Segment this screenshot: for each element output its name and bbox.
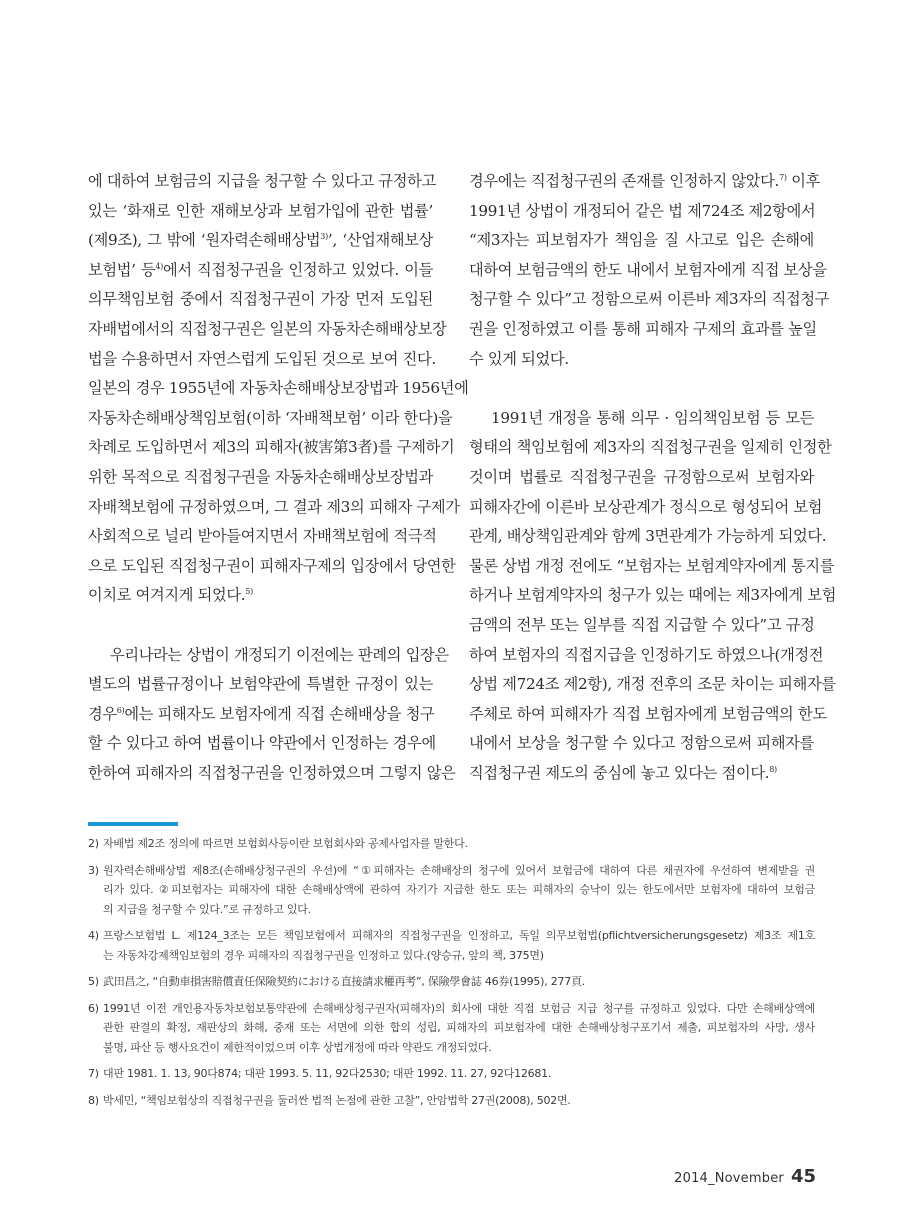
page-number: 45 <box>790 1166 816 1187</box>
body-text-line: 별도의 법률규정이나 보험약관에 특별한 규정이 있는 <box>88 675 433 694</box>
body-text-line: 자배법에서의 직접청구권은 일본의 자동차손해배상보장 <box>88 319 447 338</box>
paragraph-gap <box>469 374 814 404</box>
body-text-line: 대하여 보험금액의 한도 내에서 보험자에게 직접 보상을 <box>469 260 827 279</box>
body-text-line: 의무책임보험 중에서 직접청구권이 가장 먼저 도입된 <box>88 290 433 309</box>
footnote-number: 7) <box>88 1067 99 1080</box>
body-text-line: 경우$^{6)}$에는 피해자도 보험자에게 직접 손해배상을 청구 <box>88 704 435 723</box>
body-text-line: 수 있게 되었다. <box>469 349 569 368</box>
body-text-line: “제3자는 피보험자가 책임을 질 사고로 입은 손해에 <box>469 231 814 250</box>
footnote <box>88 926 815 965</box>
footnote-line: 는 자동차강제책임보험의 경우 피해자의 직접청구권을 인정하고 있다.(양승규, 앞의 책, 375면) <box>103 948 544 962</box>
body-text-line: 피해자간에 이른바 보상관계가 정식으로 형성되어 보험 <box>469 497 823 516</box>
footnote-number: 4) <box>88 929 99 942</box>
footnote-divider <box>88 822 178 826</box>
body-text-line: 차례로 도입하면서 제3의 피해자(被害第3者)를 구제하기 <box>88 438 455 457</box>
footnote-line: 프랑스보험법 L. 제124_3조는 모든 책임보험에서 피해자의 직접청구권을 인정하고, 독일 의무보험법(pflichtversicherungsgesetz) 제3조 제1호 <box>103 929 815 942</box>
body-text-line: 것이며 법률로 직접청구권을 규정함으로써 보험자와 <box>469 467 814 486</box>
body-text-line: 권을 인정하였고 이를 통해 피해자 구제의 효과를 높일 <box>469 319 817 338</box>
body-text-line: 으로 도입된 직접청구권이 피해자구제의 입장에서 당연한 <box>88 556 456 575</box>
body-text-line: 청구할 수 있다”고 정함으로써 이른바 제3자의 직접청구 <box>469 290 830 309</box>
footnote-line: 대판 1981. 1. 13, 90다874; 대판 1993. 5. 11, 92다2530; 대판 1992. 11. 27, 92다12681. <box>103 1067 552 1080</box>
body-text-line: 한하여 피해자의 직접청구권을 인정하였으며 그렇지 않은 <box>88 763 456 782</box>
body-text-line: 물론 상법 개정 전에도 “보험자는 보험계약자에게 통지를 <box>469 556 835 575</box>
footnote-number: 6) <box>88 1001 99 1015</box>
body-text-line: 금액의 전부 또는 일부를 직접 지급할 수 있다”고 규정 <box>469 615 815 634</box>
body-text-line: 주체로 하여 피해자가 직접 보험자에게 보험금액의 한도 <box>469 704 827 723</box>
page-footer <box>674 1166 816 1187</box>
footnote-line: 리가 있다. ②피보험자는 피해자에 대한 손해배상액에 관하여 자기가 지급한 한도 또는 피해자의 승낙이 있는 한도에서만 보험자에 대하여 보험금 <box>103 883 815 896</box>
body-text-line: 자배책보험에 규정하였으며, 그 결과 제3의 피해자 구제가 <box>88 497 460 516</box>
body-text-line: 일본의 경우 1955년에 자동차손해배상보장법과 1956년에 <box>88 379 469 398</box>
body-text-line: 위한 목적으로 직접청구권을 자동차손해배상보장법과 <box>88 467 433 486</box>
footnote-number: 3) <box>88 863 99 877</box>
body-text-line: 사회적으로 널리 받아들여지면서 자배책보험에 적극적 <box>88 527 437 546</box>
body-text-line: 자동차손해배상책임보험(이하 ‘자배책보험’ 이라 한다)을 <box>88 408 453 427</box>
footnote-ref: 7) <box>779 172 787 182</box>
body-text-line: 하거나 보험계약자의 청구가 있는 때에는 제3자에게 보험 <box>469 586 837 605</box>
body-text-line: 내에서 보상을 청구할 수 있다고 정함으로써 피해자를 <box>469 734 814 753</box>
footnote <box>88 834 815 854</box>
footnote-ref: 5) <box>245 587 253 597</box>
body-text-line: 관계, 배상책임관계와 함께 3면관계가 가능하게 되었다. <box>469 527 827 546</box>
body-text-line: 상법 제724조 제2항), 개정 전후의 조문 차이는 피해자를 <box>469 675 836 694</box>
body-text-line: 할 수 있다고 하여 법률이나 약관에서 인정하는 경우에 <box>88 734 436 753</box>
body-text-line: (제9조), 그 밖에 ‘원자력손해배상법$^{3)}$’, ‘산업재해보상 <box>88 231 433 250</box>
right-column <box>469 167 837 788</box>
footnote-number: 5) <box>88 975 99 988</box>
body-text-line: 경우에는 직접청구권의 존재를 인정하지 않았다.$^{7)}$ 이후 <box>469 172 820 190</box>
footnote-ref: 6) <box>116 705 125 715</box>
footnote-number: 8) <box>88 1093 99 1107</box>
body-text-line: 직접청구권 제도의 중심에 놓고 있다는 점이다.$^{8)}$ <box>469 763 777 782</box>
body-text-line: 있는 ‘화재로 인한 재해보상과 보험가입에 관한 법률’ <box>88 201 433 220</box>
footnote-ref: 4) <box>155 261 163 271</box>
body-text-line: 법을 수용하면서 자연스럽게 도입된 것으로 보여 진다. <box>88 349 436 368</box>
footnote-ref: 3) <box>320 232 328 242</box>
footnote <box>88 1091 815 1111</box>
issue-label: 2014_November <box>674 1171 784 1186</box>
footnote <box>88 972 815 992</box>
body-text-line: 형태의 책임보험에 제3자의 직접청구권을 일제히 인정한 <box>469 438 832 457</box>
body-text-line: 하여 보험자의 직접지급을 인정하기도 하였으나(개정전 <box>469 645 824 664</box>
footnote-line: 박세민, “책임보험상의 직접청구권을 둘러싼 법적 논점에 관한 고찰”, 안암법학 27권(2008), 502면. <box>103 1093 571 1107</box>
footnote-number: 2) <box>88 837 99 850</box>
footnote <box>88 1064 815 1084</box>
body-text-line: 보험법’ 등$^{4)}$에서 직접청구권을 인정하고 있었다. 이들 <box>88 260 434 279</box>
footnote <box>88 861 815 920</box>
footnote-line: 1991년 이전 개인용자동차보험보통약관에 손해배상청구권자(피해자)의 회사에 대한 직접 보험금 지급 청구를 규정하고 있었다. 다만 손해배상액에 <box>103 1001 815 1015</box>
footnote-line: 武田昌之, “自動車損害賠償責任保險契約における直接請求權再考”, 保險學會誌 46券(1995), 277頁. <box>103 975 585 988</box>
paragraph-gap <box>88 611 433 641</box>
footnote-line: 불명, 파산 등 행사요건이 제한적이었으며 이후 상법개정에 따라 약관도 개정되었다. <box>103 1040 492 1054</box>
body-text-line: 이치로 여겨지게 되었다.$^{5)}$ <box>88 586 253 605</box>
body-text-line: 1991년 개정을 통해 의무 · 임의책임보험 등 모든 <box>491 408 814 427</box>
footnote-line: 관한 판결의 확정, 재판상의 화해, 중재 또는 서면에 의한 합의 성립, 피해자의 피보험자에 대한 손해배상청구포기서 제출, 피보험자의 사망, 생사 <box>103 1021 815 1034</box>
footnote-line: 원자력손해배상법 제8조(손해배상청구권의 우선)에 “①피해자는 손해배상의 청구에 있어서 보험금에 대하여 다른 채권자에 우선하여 변제받을 권 <box>103 863 815 877</box>
footnotes <box>88 834 815 1117</box>
body-text-line: 1991년 상법이 개정되어 같은 법 제724조 제2항에서 <box>469 201 816 220</box>
footnote <box>88 999 815 1058</box>
footnote-line: 자배법 제2조 정의에 따르면 보험회사등이란 보험회사와 공제사업자를 말한다. <box>103 837 468 850</box>
body-text-line: 에 대하여 보험금의 지급을 청구할 수 있다고 규정하고 <box>88 172 436 190</box>
footnote-ref: 8) <box>769 764 777 774</box>
body-text-line: 우리나라는 상법이 개정되기 이전에는 판례의 입장은 <box>110 645 449 664</box>
footnote-line: 의 지급을 청구할 수 있다.”로 규정하고 있다. <box>103 902 311 916</box>
left-column <box>88 167 469 788</box>
